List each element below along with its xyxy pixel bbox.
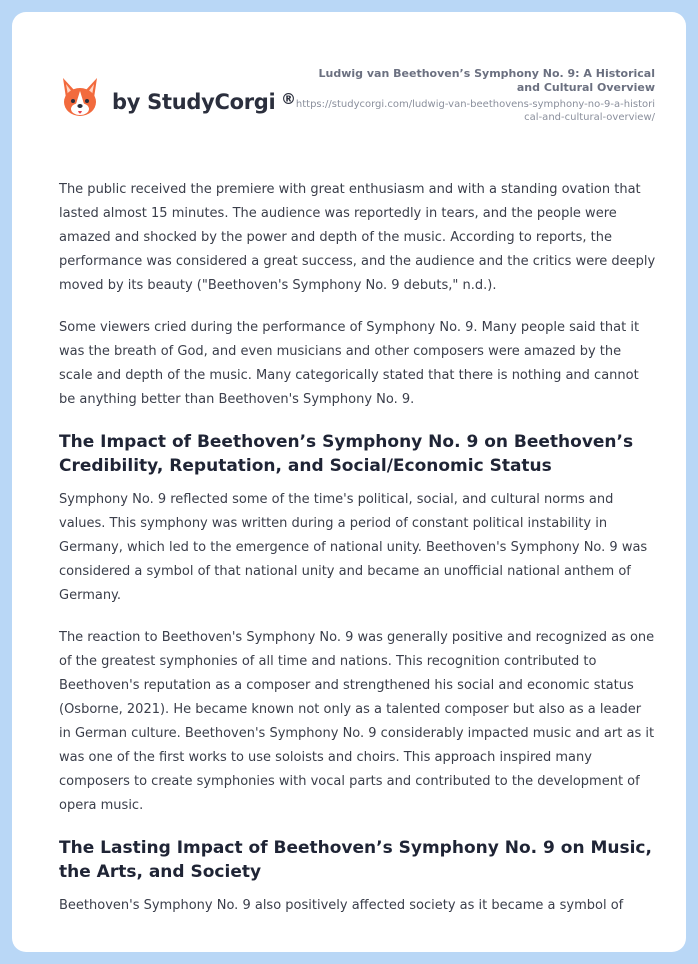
section-heading: The Lasting Impact of Beethoven’s Symphony No. 9 on Music, the Arts, and Society bbox=[59, 838, 652, 882]
registered-mark: ® bbox=[281, 90, 296, 108]
document-url[interactable]: https://studycorgi.com/ludwig-van-beethovens-symphony-no-9-a-historical-and-cultural-overview/ bbox=[295, 99, 655, 123]
paragraph: The public received the premiere with great enthusiasm and with a standing ovation that lasted almost 15 minutes. The audience was reportedly in tears, and the people were amazed and shocked by the power and depth of the music. According to reports, the performance was considered a great success, and the audience and the critics were deeply moved by its beauty ("Beethoven's Symphony No. 9 debuts," n.d.). bbox=[59, 182, 656, 293]
paragraph: Some viewers cried during the performance of Symphony No. 9. Many people said that it was the breath of God, and even musicians and other composers were amazed by the scale and depth of the music. Many categorically stated that there is nothing and cannot be anything better than Beethoven's Symphony No. 9. bbox=[59, 320, 640, 407]
corgi-icon bbox=[60, 76, 100, 120]
brand-name: by StudyCorgi bbox=[112, 90, 276, 114]
document-title: Ludwig van Beethoven’s Symphony No. 9: A Historical and Cultural Overview bbox=[318, 67, 655, 94]
studycorgi-logo[interactable] bbox=[60, 76, 296, 120]
section-heading: The Impact of Beethoven’s Symphony No. 9 on Beethoven’s Credibility, Reputation, and Social/Economic Status bbox=[59, 432, 634, 476]
paragraph: Beethoven's Symphony No. 9 also positively affected society as it became a symbol of bbox=[59, 898, 624, 913]
page-card bbox=[12, 12, 686, 952]
paragraph: The reaction to Beethoven's Symphony No. 9 was generally positive and recognized as one of the greatest symphonies of all time and nations. This recognition contributed to Beethoven's reputation as a composer and strengthened his social and economic status (Osborne, 2021). He became known not only as a talented composer but also as a leader in German culture. Beethoven's Symphony No. 9 considerably impacted music and art as it was one of the first works to use soloists and choirs. This approach inspired many composers to create symphonies with vocal parts and contributed to the development of opera music. bbox=[59, 630, 655, 813]
document-meta bbox=[295, 67, 655, 124]
article-body bbox=[59, 178, 657, 936]
paragraph: Symphony No. 9 reflected some of the time's political, social, and cultural norms and values. This symphony was written during a period of constant political instability in Germany, which led to the emergence of national unity. Beethoven's Symphony No. 9 was considered a symbol of that national unity and became an unofficial national anthem of Germany. bbox=[59, 492, 648, 603]
